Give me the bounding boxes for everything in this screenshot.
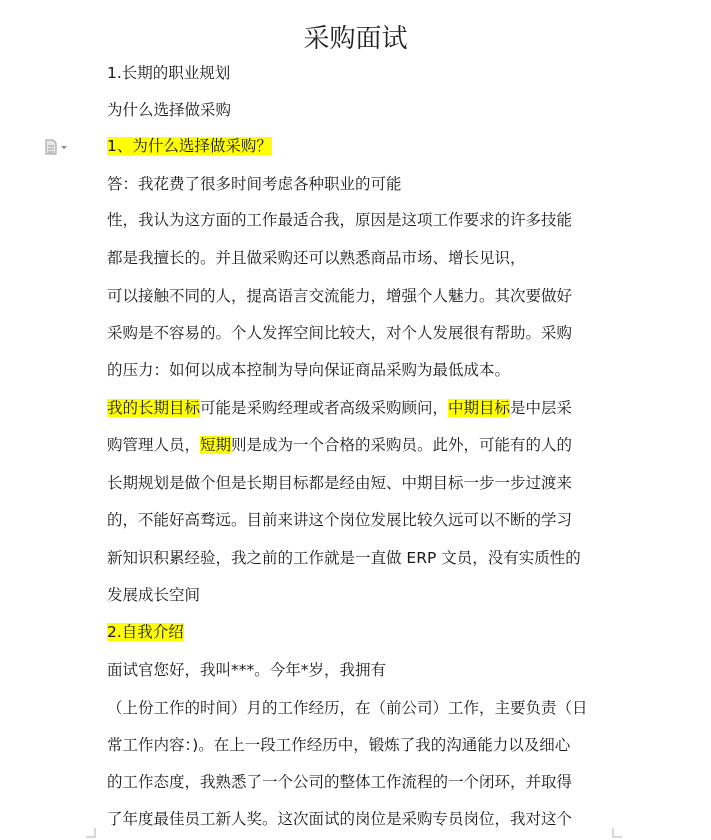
text-line: 为什么选择做采购 <box>107 101 232 119</box>
highlighted-heading <box>107 134 607 158</box>
document-icon[interactable] <box>44 139 70 155</box>
page-corner-mark <box>612 828 622 840</box>
text-line: 发展成长空间 <box>107 586 201 604</box>
highlight: 中期目标 <box>448 399 511 417</box>
text-line: 常工作内容：)。在上一段工作经历中，锻炼了我的沟通能力以及细心 <box>107 736 571 754</box>
text-span: 是中层采 <box>510 399 573 417</box>
highlight: 2.自我介绍 <box>107 623 184 641</box>
text-line: 可以接触不同的人，提高语言交流能力，增强个人魅力。其次要做好 <box>107 287 573 305</box>
text-line <box>107 396 607 420</box>
text-line: 都是我擅长的。并且做采购还可以熟悉商品市场、增长见识， <box>107 249 526 267</box>
document-title: 采购面试 <box>303 24 408 54</box>
highlight: 1、为什么选择做采购？ <box>107 137 272 155</box>
text-span: 可能是采购经理或者高级采购顾问， <box>200 399 449 417</box>
text-span: 购管理人员， <box>107 436 201 454</box>
text-line <box>107 433 607 457</box>
text-line: 答：我花费了很多时间考虑各种职业的可能 <box>107 175 402 193</box>
highlight: 我的长期目标 <box>107 399 201 417</box>
text-line: 性，我认为这方面的工作最适合我，原因是这项工作要求的许多技能 <box>107 211 573 229</box>
text-line: 采购是不容易的。个人发挥空间比较大，对个人发展很有帮助。采购 <box>107 324 573 342</box>
text-line: 长期规划是做个但是长期目标都是经由短、中期目标一步一步过渡来 <box>107 474 573 492</box>
text-line: 新知识积累经验，我之前的工作就是一直做 ERP 文员，没有实质性的 <box>107 549 581 567</box>
text-line: 的，不能好高骛远。目前来讲这个岗位发展比较久远可以不断的学习 <box>107 511 573 529</box>
text-line: 1.长期的职业规划 <box>107 64 231 82</box>
text-line: 的压力：如何以成本控制为导向保证商品采购为最低成本。 <box>107 361 511 379</box>
highlighted-heading <box>107 620 607 644</box>
text-line: （上份工作的时间）月的工作经历，在（前公司）工作，主要负责（日 <box>107 699 588 717</box>
page-corner-mark <box>86 828 96 840</box>
text-line: 的工作态度，我熟悉了一个公司的整体工作流程的一个闭环，并取得 <box>107 773 573 791</box>
text-line: 面试官您好，我叫***。今年*岁，我拥有 <box>107 661 387 679</box>
highlight: 短期 <box>200 436 232 454</box>
text-span: 则是成为一个合格的采购员。此外，可能有的人的 <box>231 436 573 454</box>
text-line: 了年度最佳员工新人奖。这次面试的岗位是采购专员岗位，我对这个 <box>107 810 573 828</box>
